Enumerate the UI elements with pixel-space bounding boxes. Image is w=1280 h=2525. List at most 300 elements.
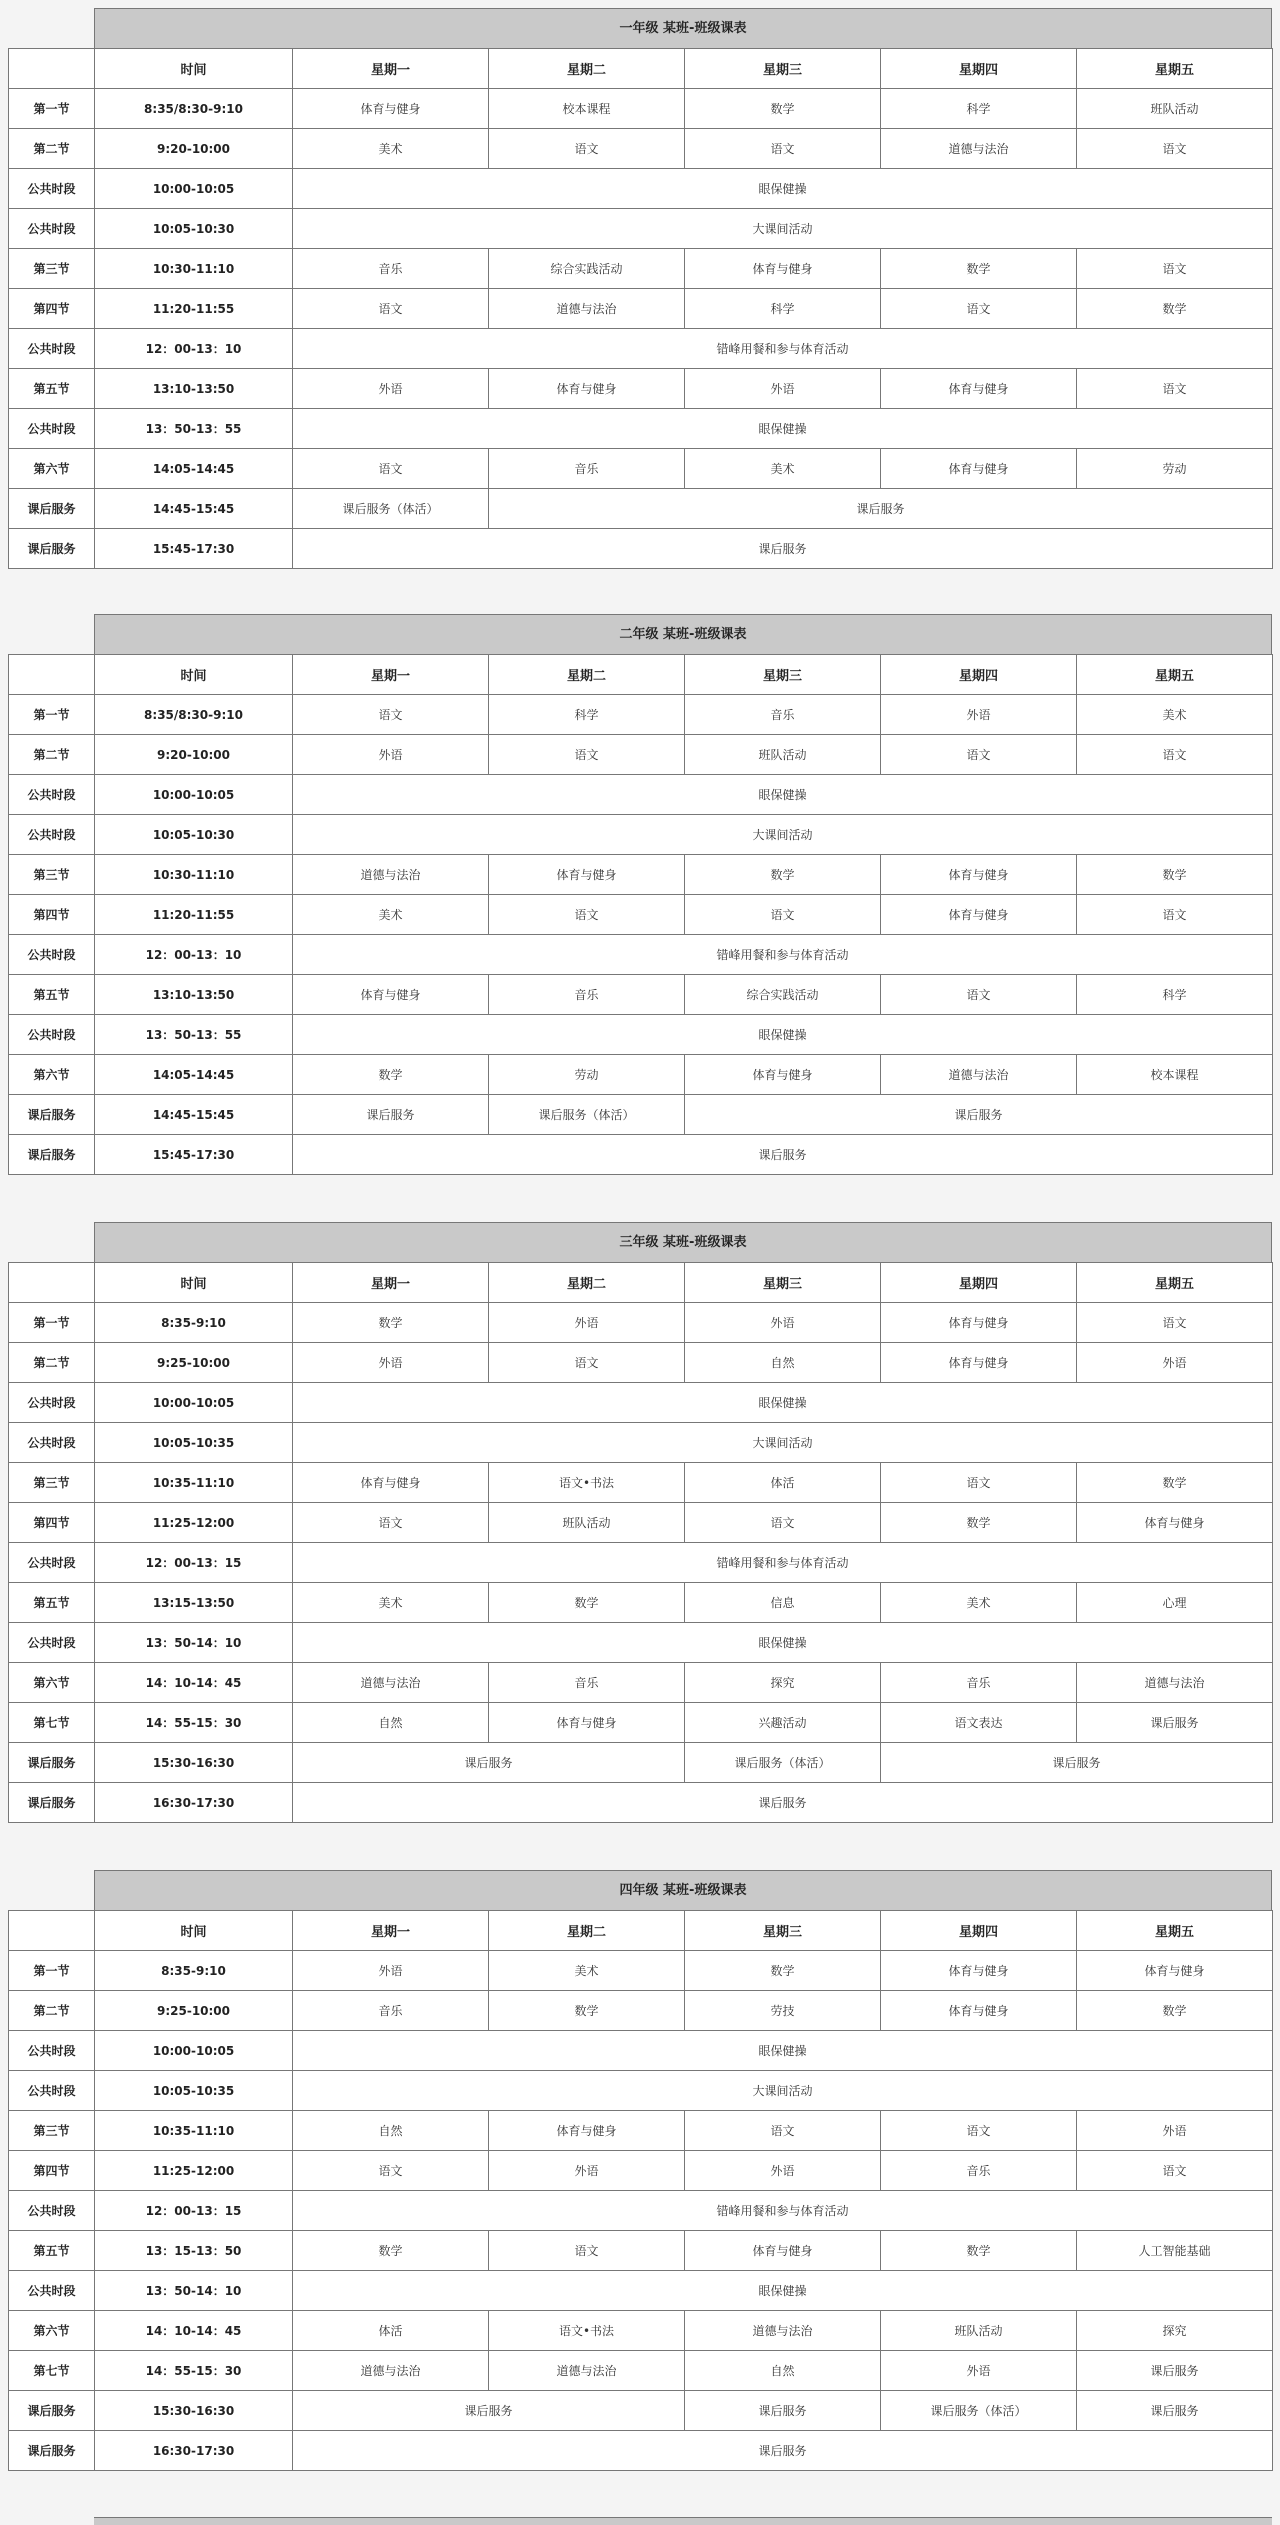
header-corner-cell <box>9 655 95 695</box>
period-time: 8:35-9:10 <box>95 1951 293 1991</box>
merged-activity-cell: 大课间活动 <box>293 2071 1273 2111</box>
table-row <box>9 289 1273 329</box>
subject-cell: 数学 <box>881 249 1077 289</box>
period-label: 第七节 <box>9 2351 95 2391</box>
subject-cell: 外语 <box>489 2151 685 2191</box>
subject-cell: 体育与健身 <box>881 449 1077 489</box>
period-label: 第六节 <box>9 1663 95 1703</box>
subject-cell: 体育与健身 <box>489 1703 685 1743</box>
schedule-title: 三年级 某班-班级课表 <box>94 1222 1272 1262</box>
period-label: 第四节 <box>9 1503 95 1543</box>
subject-cell: 班队活动 <box>1077 89 1273 129</box>
header-day-5: 星期五 <box>1077 1263 1273 1303</box>
period-time: 11:25-12:00 <box>95 1503 293 1543</box>
period-label: 第六节 <box>9 449 95 489</box>
subject-cell: 外语 <box>881 695 1077 735</box>
table-row <box>9 1991 1273 2031</box>
period-time: 15:30-16:30 <box>95 1743 293 1783</box>
table-row <box>9 489 1273 529</box>
service-cell: 课后服务 <box>685 1095 1273 1135</box>
subject-cell: 数学 <box>881 2231 1077 2271</box>
period-time: 13：50-13：55 <box>95 409 293 449</box>
period-time: 12：00-13：10 <box>95 935 293 975</box>
table-row <box>9 2111 1273 2151</box>
subject-cell: 语文 <box>489 129 685 169</box>
table-row <box>9 1503 1273 1543</box>
subject-cell: 数学 <box>293 1303 489 1343</box>
subject-cell: 体育与健身 <box>881 1991 1077 2031</box>
period-label: 公共时段 <box>9 1423 95 1463</box>
subject-cell: 道德与法治 <box>293 855 489 895</box>
subject-cell: 科学 <box>1077 975 1273 1015</box>
subject-cell: 体育与健身 <box>489 369 685 409</box>
subject-cell: 语文 <box>685 2111 881 2151</box>
subject-cell: 语文 <box>489 895 685 935</box>
period-time: 9:20-10:00 <box>95 735 293 775</box>
schedule-title: 一年级 某班-班级课表 <box>94 8 1272 48</box>
subject-cell: 体活 <box>293 2311 489 2351</box>
schedule-grade-3 <box>8 1222 1272 1823</box>
period-time: 11:20-11:55 <box>95 289 293 329</box>
subject-cell: 数学 <box>1077 1463 1273 1503</box>
subject-cell: 道德与法治 <box>1077 1663 1273 1703</box>
period-label: 第四节 <box>9 2151 95 2191</box>
period-time: 10:00-10:05 <box>95 2031 293 2071</box>
subject-cell: 音乐 <box>881 1663 1077 1703</box>
header-day-1: 星期一 <box>293 655 489 695</box>
table-row <box>9 1663 1273 1703</box>
merged-activity-cell: 课后服务 <box>293 529 1273 569</box>
table-row <box>9 329 1273 369</box>
merged-activity-cell: 课后服务 <box>293 1783 1273 1823</box>
header-day-4: 星期四 <box>881 49 1077 89</box>
table-row <box>9 935 1273 975</box>
table-row <box>9 369 1273 409</box>
subject-cell: 班队活动 <box>489 1503 685 1543</box>
period-time: 10:05-10:30 <box>95 209 293 249</box>
table-row <box>9 855 1273 895</box>
merged-activity-cell: 眼保健操 <box>293 1383 1273 1423</box>
subject-cell: 班队活动 <box>881 2311 1077 2351</box>
subject-cell: 道德与法治 <box>293 2351 489 2391</box>
subject-cell: 音乐 <box>489 1663 685 1703</box>
period-label: 课后服务 <box>9 529 95 569</box>
period-label: 第二节 <box>9 1991 95 2031</box>
subject-cell: 音乐 <box>489 975 685 1015</box>
period-label: 公共时段 <box>9 935 95 975</box>
period-time: 12：00-13：15 <box>95 1543 293 1583</box>
subject-cell: 体育与健身 <box>881 855 1077 895</box>
table-row <box>9 1783 1273 1823</box>
table-row <box>9 1623 1273 1663</box>
period-label: 公共时段 <box>9 1015 95 1055</box>
subject-cell: 体育与健身 <box>489 2111 685 2151</box>
subject-cell: 语文 <box>881 289 1077 329</box>
subject-cell: 劳动 <box>1077 449 1273 489</box>
merged-activity-cell: 眼保健操 <box>293 169 1273 209</box>
subject-cell: 语文 <box>293 1503 489 1543</box>
subject-cell: 美术 <box>685 449 881 489</box>
subject-cell: 体育与健身 <box>881 1951 1077 1991</box>
subject-cell: 课后服务 <box>1077 2351 1273 2391</box>
period-time: 8:35/8:30-9:10 <box>95 89 293 129</box>
subject-cell: 语文 <box>1077 129 1273 169</box>
subject-cell: 体育与健身 <box>881 1303 1077 1343</box>
period-time: 13：50-13：55 <box>95 1015 293 1055</box>
period-label: 公共时段 <box>9 1383 95 1423</box>
schedule-grade-2 <box>8 614 1272 1175</box>
subject-cell: 人工智能基础 <box>1077 2231 1273 2271</box>
merged-activity-cell: 大课间活动 <box>293 1423 1273 1463</box>
subject-cell: 自然 <box>685 2351 881 2391</box>
subject-cell: 外语 <box>685 369 881 409</box>
subject-cell: 数学 <box>1077 855 1273 895</box>
subject-cell: 体育与健身 <box>685 1055 881 1095</box>
subject-cell: 道德与法治 <box>293 1663 489 1703</box>
header-row <box>9 1911 1273 1951</box>
subject-cell: 语文 <box>1077 735 1273 775</box>
period-time: 11:25-12:00 <box>95 2151 293 2191</box>
period-time: 9:25-10:00 <box>95 1343 293 1383</box>
schedule-title: 四年级 某班-班级课表 <box>94 1870 1272 1910</box>
subject-cell: 语文 <box>881 1463 1077 1503</box>
subject-cell: 语文 <box>293 695 489 735</box>
period-label: 第四节 <box>9 289 95 329</box>
subject-cell: 综合实践活动 <box>489 249 685 289</box>
period-label: 第三节 <box>9 1463 95 1503</box>
subject-cell: 数学 <box>1077 289 1273 329</box>
table-row <box>9 775 1273 815</box>
header-day-2: 星期二 <box>489 1911 685 1951</box>
subject-cell: 劳技 <box>685 1991 881 2031</box>
period-label: 第一节 <box>9 89 95 129</box>
header-day-5: 星期五 <box>1077 1911 1273 1951</box>
period-label: 第二节 <box>9 129 95 169</box>
subject-cell: 语文 <box>685 1503 881 1543</box>
table-row <box>9 2071 1273 2111</box>
table-row <box>9 2271 1273 2311</box>
subject-cell: 语文 <box>489 1343 685 1383</box>
period-time: 14：10-14：45 <box>95 2311 293 2351</box>
schedule-title: 二年级 某班-班级课表 <box>94 614 1272 654</box>
service-cell: 课后服务 <box>293 1095 489 1135</box>
period-time: 8:35-9:10 <box>95 1303 293 1343</box>
service-cell: 课后服务（体活） <box>489 1095 685 1135</box>
header-day-1: 星期一 <box>293 1911 489 1951</box>
service-cell: 课后服务（体活） <box>881 2391 1077 2431</box>
subject-cell: 道德与法治 <box>489 2351 685 2391</box>
merged-activity-cell: 眼保健操 <box>293 409 1273 449</box>
service-cell: 课后服务 <box>1077 2391 1273 2431</box>
subject-cell: 数学 <box>685 89 881 129</box>
period-time: 13：50-14：10 <box>95 2271 293 2311</box>
period-label: 第三节 <box>9 2111 95 2151</box>
service-cell: 课后服务（体活） <box>685 1743 881 1783</box>
subject-cell: 科学 <box>685 289 881 329</box>
merged-activity-cell: 课后服务 <box>293 1135 1273 1175</box>
period-time: 14：55-15：30 <box>95 2351 293 2391</box>
header-time: 时间 <box>95 49 293 89</box>
subject-cell: 校本课程 <box>489 89 685 129</box>
header-corner-cell <box>9 49 95 89</box>
subject-cell: 外语 <box>1077 1343 1273 1383</box>
period-time: 9:20-10:00 <box>95 129 293 169</box>
subject-cell: 音乐 <box>293 249 489 289</box>
subject-cell: 道德与法治 <box>881 1055 1077 1095</box>
merged-activity-cell: 眼保健操 <box>293 2271 1273 2311</box>
subject-cell: 语文 <box>293 289 489 329</box>
subject-cell: 音乐 <box>489 449 685 489</box>
period-label: 课后服务 <box>9 1095 95 1135</box>
subject-cell: 体育与健身 <box>881 1343 1077 1383</box>
period-label: 第二节 <box>9 735 95 775</box>
subject-cell: 自然 <box>293 2111 489 2151</box>
subject-cell: 道德与法治 <box>489 289 685 329</box>
subject-cell: 自然 <box>685 1343 881 1383</box>
subject-cell: 综合实践活动 <box>685 975 881 1015</box>
table-row <box>9 895 1273 935</box>
subject-cell: 体育与健身 <box>1077 1951 1273 1991</box>
table-row <box>9 2391 1273 2431</box>
subject-cell: 外语 <box>293 1951 489 1991</box>
period-time: 16:30-17:30 <box>95 2431 293 2471</box>
period-time: 10:05-10:35 <box>95 1423 293 1463</box>
subject-cell: 自然 <box>293 1703 489 1743</box>
period-label: 公共时段 <box>9 409 95 449</box>
subject-cell: 语文 <box>293 2151 489 2191</box>
header-day-3: 星期三 <box>685 49 881 89</box>
subject-cell: 数学 <box>489 1991 685 2031</box>
subject-cell: 科学 <box>489 695 685 735</box>
period-label: 第三节 <box>9 249 95 289</box>
subject-cell: 美术 <box>293 1583 489 1623</box>
table-row <box>9 2311 1273 2351</box>
header-day-1: 星期一 <box>293 49 489 89</box>
subject-cell: 体育与健身 <box>293 975 489 1015</box>
header-day-4: 星期四 <box>881 1263 1077 1303</box>
subject-cell: 美术 <box>293 129 489 169</box>
merged-activity-cell: 错峰用餐和参与体育活动 <box>293 1543 1273 1583</box>
period-label: 公共时段 <box>9 2191 95 2231</box>
service-cell: 课后服务 <box>293 2391 685 2431</box>
merged-activity-cell: 错峰用餐和参与体育活动 <box>293 329 1273 369</box>
period-time: 13:15-13:50 <box>95 1583 293 1623</box>
period-label: 公共时段 <box>9 209 95 249</box>
header-time: 时间 <box>95 1263 293 1303</box>
period-label: 公共时段 <box>9 1623 95 1663</box>
subject-cell: 外语 <box>1077 2111 1273 2151</box>
merged-activity-cell: 眼保健操 <box>293 2031 1273 2071</box>
period-label: 第五节 <box>9 2231 95 2271</box>
period-time: 10:30-11:10 <box>95 855 293 895</box>
subject-cell: 探究 <box>1077 2311 1273 2351</box>
subject-cell: 体育与健身 <box>293 89 489 129</box>
table-row <box>9 129 1273 169</box>
table-row <box>9 975 1273 1015</box>
subject-cell: 语文 <box>1077 1303 1273 1343</box>
subject-cell: 数学 <box>881 1503 1077 1543</box>
table-row <box>9 2151 1273 2191</box>
period-time: 9:25-10:00 <box>95 1991 293 2031</box>
subject-cell: 校本课程 <box>1077 1055 1273 1095</box>
table-row <box>9 1583 1273 1623</box>
period-time: 12：00-13：15 <box>95 2191 293 2231</box>
subject-cell: 音乐 <box>685 695 881 735</box>
service-cell: 课后服务（体活） <box>293 489 489 529</box>
service-cell: 课后服务 <box>881 1743 1273 1783</box>
period-label: 公共时段 <box>9 1543 95 1583</box>
period-time: 13：15-13：50 <box>95 2231 293 2271</box>
header-day-3: 星期三 <box>685 655 881 695</box>
table-row <box>9 2351 1273 2391</box>
header-time: 时间 <box>95 655 293 695</box>
header-day-5: 星期五 <box>1077 655 1273 695</box>
table-row <box>9 1383 1273 1423</box>
table-row <box>9 1135 1273 1175</box>
period-label: 第四节 <box>9 895 95 935</box>
period-label: 公共时段 <box>9 2031 95 2071</box>
subject-cell: 语文 <box>293 449 489 489</box>
period-label: 第三节 <box>9 855 95 895</box>
period-label: 第一节 <box>9 695 95 735</box>
period-time: 10:00-10:05 <box>95 169 293 209</box>
header-corner-cell <box>9 1263 95 1303</box>
table-row <box>9 2031 1273 2071</box>
period-time: 8:35/8:30-9:10 <box>95 695 293 735</box>
period-label: 第七节 <box>9 1703 95 1743</box>
period-label: 第一节 <box>9 1303 95 1343</box>
header-day-3: 星期三 <box>685 1263 881 1303</box>
period-time: 14:45-15:45 <box>95 1095 293 1135</box>
table-row <box>9 1423 1273 1463</box>
header-row <box>9 655 1273 695</box>
period-label: 公共时段 <box>9 169 95 209</box>
header-row <box>9 49 1273 89</box>
subject-cell: 班队活动 <box>685 735 881 775</box>
subject-cell: 外语 <box>293 369 489 409</box>
header-day-4: 星期四 <box>881 1911 1077 1951</box>
period-time: 12：00-13：10 <box>95 329 293 369</box>
subject-cell: 道德与法治 <box>685 2311 881 2351</box>
header-corner-cell <box>9 1911 95 1951</box>
period-label: 第五节 <box>9 975 95 1015</box>
merged-activity-cell: 大课间活动 <box>293 209 1273 249</box>
subject-cell: 体育与健身 <box>489 855 685 895</box>
table-row <box>9 1743 1273 1783</box>
subject-cell: 体育与健身 <box>881 369 1077 409</box>
header-day-1: 星期一 <box>293 1263 489 1303</box>
table-row <box>9 209 1273 249</box>
period-time: 15:30-16:30 <box>95 2391 293 2431</box>
period-time: 10:35-11:10 <box>95 1463 293 1503</box>
subject-cell: 体育与健身 <box>1077 1503 1273 1543</box>
subject-cell: 美术 <box>881 1583 1077 1623</box>
service-cell: 课后服务 <box>489 489 1273 529</box>
header-day-3: 星期三 <box>685 1911 881 1951</box>
table-row <box>9 529 1273 569</box>
merged-activity-cell: 课后服务 <box>293 2431 1273 2471</box>
period-label: 公共时段 <box>9 329 95 369</box>
table-row <box>9 1055 1273 1095</box>
period-time: 13：50-14：10 <box>95 1623 293 1663</box>
merged-activity-cell: 错峰用餐和参与体育活动 <box>293 2191 1273 2231</box>
subject-cell: 外语 <box>685 1303 881 1343</box>
table-row <box>9 169 1273 209</box>
header-day-2: 星期二 <box>489 655 685 695</box>
subject-cell: 体育与健身 <box>881 895 1077 935</box>
table-row <box>9 695 1273 735</box>
subject-cell: 科学 <box>881 89 1077 129</box>
subject-cell: 信息 <box>685 1583 881 1623</box>
period-label: 公共时段 <box>9 2271 95 2311</box>
subject-cell: 体活 <box>685 1463 881 1503</box>
subject-cell: 数学 <box>685 855 881 895</box>
subject-cell: 美术 <box>489 1951 685 1991</box>
subject-cell: 语文 <box>881 2111 1077 2151</box>
schedule-table <box>8 654 1273 1175</box>
subject-cell: 体育与健身 <box>293 1463 489 1503</box>
table-row <box>9 1095 1273 1135</box>
subject-cell: 课后服务 <box>1077 1703 1273 1743</box>
table-row <box>9 1303 1273 1343</box>
subject-cell: 语文 <box>1077 895 1273 935</box>
header-day-4: 星期四 <box>881 655 1077 695</box>
subject-cell: 语文 <box>685 129 881 169</box>
subject-cell: 外语 <box>293 1343 489 1383</box>
merged-activity-cell: 眼保健操 <box>293 775 1273 815</box>
subject-cell: 劳动 <box>489 1055 685 1095</box>
header-row <box>9 1263 1273 1303</box>
table-row <box>9 1343 1273 1383</box>
subject-cell: 音乐 <box>881 2151 1077 2191</box>
period-time: 13:10-13:50 <box>95 369 293 409</box>
header-day-5: 星期五 <box>1077 49 1273 89</box>
merged-activity-cell: 眼保健操 <box>293 1015 1273 1055</box>
schedule-table <box>8 48 1273 569</box>
schedule-grade-1 <box>8 8 1272 569</box>
header-time: 时间 <box>95 1911 293 1951</box>
subject-cell: 外语 <box>881 2351 1077 2391</box>
subject-cell: 语文表达 <box>881 1703 1077 1743</box>
period-time: 10:05-10:30 <box>95 815 293 855</box>
period-time: 15:45-17:30 <box>95 1135 293 1175</box>
subject-cell: 语文 <box>881 975 1077 1015</box>
table-row <box>9 249 1273 289</box>
table-row <box>9 449 1273 489</box>
period-label: 课后服务 <box>9 1743 95 1783</box>
period-label: 第二节 <box>9 1343 95 1383</box>
subject-cell: 语文 <box>1077 369 1273 409</box>
period-time: 10:00-10:05 <box>95 1383 293 1423</box>
subject-cell: 外语 <box>489 1303 685 1343</box>
period-label: 第五节 <box>9 369 95 409</box>
table-row <box>9 89 1273 129</box>
table-row <box>9 1463 1273 1503</box>
schedule-table <box>8 1262 1273 1823</box>
subject-cell: 数学 <box>489 1583 685 1623</box>
period-time: 10:30-11:10 <box>95 249 293 289</box>
subject-cell: 数学 <box>293 1055 489 1095</box>
period-time: 14：10-14：45 <box>95 1663 293 1703</box>
period-time: 14:05-14:45 <box>95 1055 293 1095</box>
subject-cell: 体育与健身 <box>685 2231 881 2271</box>
subject-cell: 数学 <box>1077 1991 1273 2031</box>
table-row <box>9 1543 1273 1583</box>
subject-cell: 美术 <box>1077 695 1273 735</box>
subject-cell: 音乐 <box>293 1991 489 2031</box>
subject-cell: 语文 <box>881 735 1077 775</box>
subject-cell: 语文 <box>489 2231 685 2271</box>
